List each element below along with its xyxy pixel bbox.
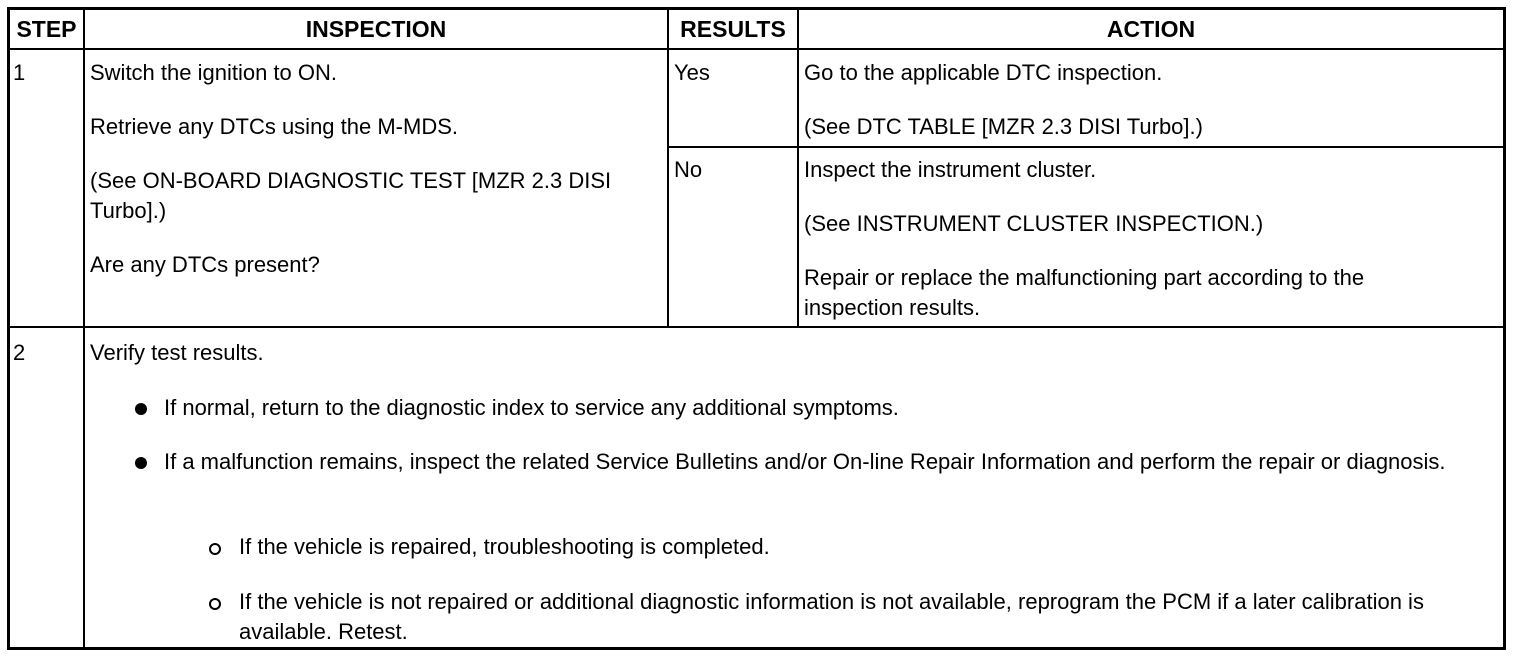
divider — [797, 10, 799, 328]
action-line: (See INSTRUMENT CLUSTER INSPECTION.) — [804, 211, 1264, 236]
action-line: Go to the applicable DTC inspection. — [804, 60, 1163, 85]
step1-inspection — [90, 58, 650, 280]
step2-sub-bullet: If the vehicle is not repaired or additional diagnostic information is not available, reprogram the PCM if a later calibration is available. Retest. — [239, 589, 1424, 644]
divider — [83, 10, 85, 647]
step2-bullet: If a malfunction remains, inspect the related Service Bulletins and/or On-line Repair Information and perform the repair or diagnosis. — [164, 449, 1446, 474]
inspection-question: Are any DTCs present? — [90, 252, 320, 277]
action-line: Inspect the instrument cluster. — [804, 157, 1097, 182]
action-yes — [804, 58, 1494, 142]
circle-bullet-icon — [209, 597, 221, 615]
inspection-line: Retrieve any DTCs using the M-MDS. — [90, 114, 458, 139]
divider — [10, 326, 1503, 328]
header-action: ACTION — [1106, 16, 1196, 42]
divider — [667, 10, 669, 328]
header-inspection: INSPECTION — [305, 16, 447, 42]
action-line: (See DTC TABLE [MZR 2.3 DISI Turbo].) — [804, 114, 1203, 139]
header-step: STEP — [16, 16, 77, 42]
inspection-table — [7, 7, 1506, 650]
circle-bullet-icon — [209, 542, 221, 560]
action-line: Repair or replace the malfunctioning part according to the inspection results. — [804, 265, 1365, 320]
inspection-line: Switch the ignition to ON. — [90, 60, 338, 85]
divider — [10, 48, 1503, 50]
step-number: 2 — [13, 340, 26, 365]
bullet-icon — [135, 402, 147, 420]
step2-sub-bullet: If the vehicle is repaired, troubleshooting is completed. — [239, 534, 770, 559]
action-no — [804, 155, 1494, 323]
step2-bullet: If normal, return to the diagnostic index to service any additional symptoms. — [164, 395, 899, 420]
inspection-line: (See ON-BOARD DIAGNOSTIC TEST [MZR 2.3 DISI Turbo].) — [90, 168, 612, 223]
step2-title: Verify test results. — [90, 340, 264, 365]
step-number: 1 — [13, 60, 26, 85]
result-yes: Yes — [674, 60, 710, 85]
result-no: No — [674, 157, 703, 182]
header-results: RESULTS — [680, 16, 786, 42]
divider — [667, 146, 1503, 148]
bullet-icon — [135, 456, 147, 474]
